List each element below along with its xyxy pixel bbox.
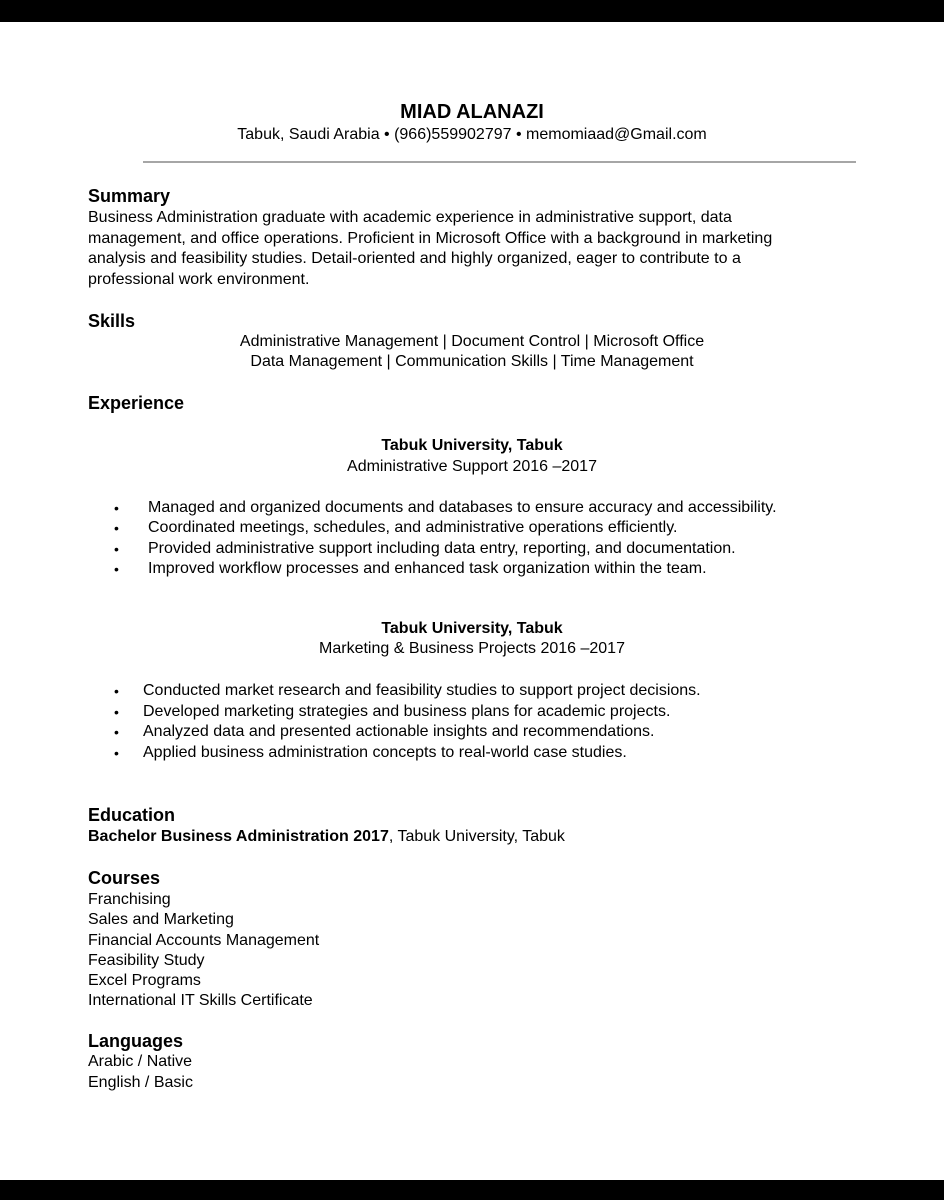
course-item: Sales and Marketing	[88, 911, 234, 928]
job-role: Marketing & Business Projects 2016 –2017	[319, 640, 625, 657]
job-bullet-text: Provided administrative support including data entry, reporting, and documentation.	[148, 540, 736, 557]
summary-heading: Summary	[88, 186, 171, 206]
bullet-icon: •	[114, 541, 119, 557]
languages-heading: Languages	[88, 1031, 184, 1051]
bullet-icon: •	[114, 500, 119, 516]
skills-line: Administrative Management | Document Control | Microsoft Office	[239, 333, 705, 350]
bullet-icon: •	[114, 520, 119, 536]
job-bullet-text: Managed and organized documents and databases to ensure accuracy and accessibility.	[148, 499, 777, 516]
skills-line: Data Management | Communication Skills | Time Management	[250, 353, 694, 370]
summary-line: analysis and feasibility studies. Detail-oriented and highly organized, eager to contribute to a	[88, 250, 741, 267]
job-role: Administrative Support 2016 –2017	[347, 458, 597, 475]
course-item: Franchising	[88, 891, 171, 908]
education-degree: Bachelor Business Administration 2017	[88, 828, 389, 845]
summary-line: management, and office operations. Proficient in Microsoft Office with a background in marketing	[88, 230, 773, 247]
header-divider	[143, 161, 856, 163]
course-item: Excel Programs	[88, 972, 201, 989]
summary-line: professional work environment.	[88, 271, 310, 288]
experience-heading: Experience	[88, 393, 185, 413]
job-bullet-text: Conducted market research and feasibility studies to support project decisions.	[143, 682, 701, 699]
course-item: Feasibility Study	[88, 952, 205, 969]
course-item: Financial Accounts Management	[88, 932, 320, 949]
bullet-icon: •	[114, 683, 119, 699]
candidate-name: MIAD ALANAZI	[400, 101, 544, 123]
job-bullet-text: Coordinated meetings, schedules, and administrative operations efficiently.	[148, 519, 678, 536]
bullet-icon: •	[114, 561, 119, 577]
job-bullet-text: Analyzed data and presented actionable insights and recommendations.	[143, 723, 655, 740]
skills-heading: Skills	[88, 311, 136, 331]
courses-heading: Courses	[88, 868, 161, 888]
job-bullet-text: Applied business administration concepts to real-world case studies.	[143, 744, 627, 761]
resume-page	[0, 22, 944, 1180]
bullet-icon: •	[114, 724, 119, 740]
job-organization: Tabuk University, Tabuk	[381, 620, 563, 637]
job-bullet-text: Developed marketing strategies and business plans for academic projects.	[143, 703, 671, 720]
job-organization: Tabuk University, Tabuk	[381, 437, 563, 454]
bullet-icon: •	[114, 745, 119, 761]
contact-line: Tabuk, Saudi Arabia • (966)559902797 • memomiaad@Gmail.com	[237, 126, 707, 143]
language-item: English / Basic	[88, 1074, 193, 1091]
education-entry	[88, 827, 565, 847]
course-item: International IT Skills Certificate	[88, 992, 313, 1009]
education-heading: Education	[88, 805, 176, 825]
summary-line: Business Administration graduate with academic experience in administrative support, data	[88, 209, 732, 226]
education-institution: , Tabuk University, Tabuk	[388, 828, 565, 845]
language-item: Arabic / Native	[88, 1053, 193, 1070]
bullet-icon: •	[114, 704, 119, 720]
job-bullet-text: Improved workflow processes and enhanced task organization within the team.	[148, 560, 707, 577]
